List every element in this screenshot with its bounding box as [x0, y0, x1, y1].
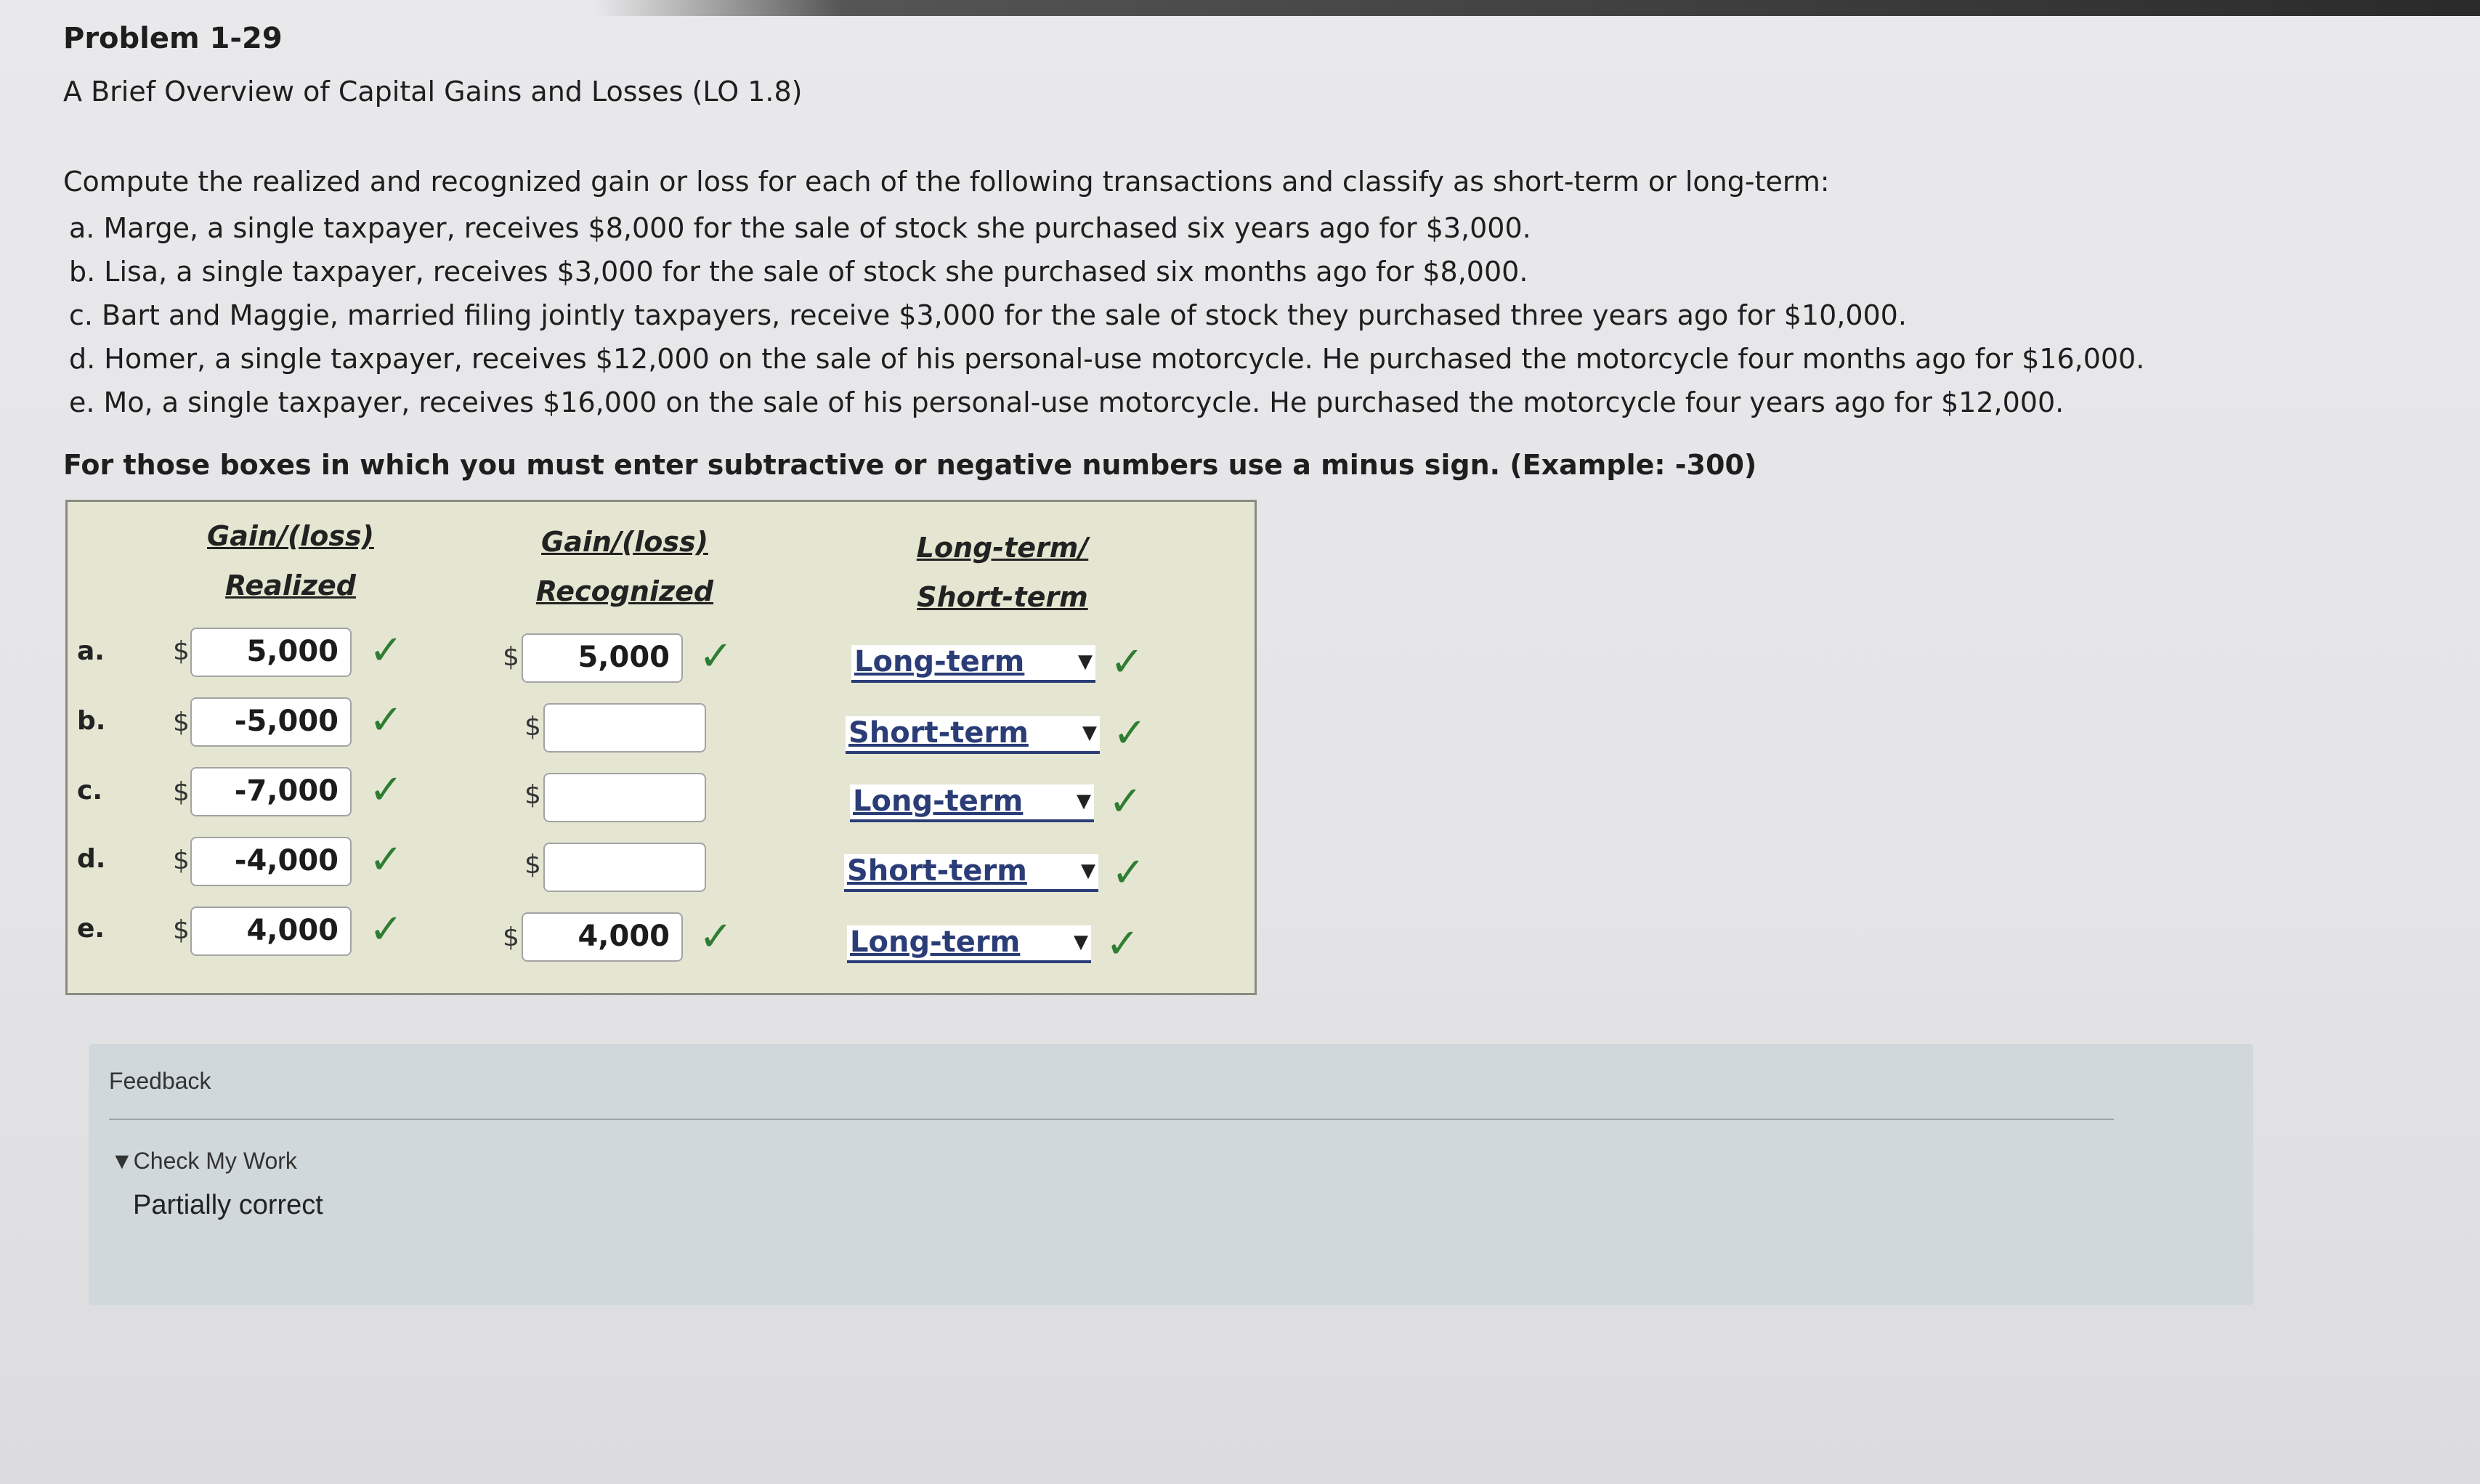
recognized-input-d[interactable] [543, 843, 706, 892]
feedback-result: Partially correct [133, 1190, 323, 1220]
problem-subtitle: A Brief Overview of Capital Gains and Losses (LO 1.8) [63, 76, 803, 108]
currency-symbol: $ [173, 636, 190, 666]
row-label-c: c. [77, 776, 103, 806]
transaction-b: b. Lisa, a single taxpayer, receives $3,000 for the sale of stock she purchased six months ago for $8,000. [69, 256, 1528, 288]
transaction-a: a. Marge, a single taxpayer, receives $8,000 for the sale of stock she purchased six years ago for $3,000. [69, 212, 1531, 244]
check-icon: ✓ [1109, 778, 1143, 825]
realized-input-e[interactable]: 4,000 [190, 907, 352, 956]
term-select-value: Short-term [848, 716, 1029, 750]
row-label-e: e. [77, 914, 105, 944]
check-my-work-label: Check My Work [133, 1148, 297, 1174]
header-realized-line2: Realized [225, 569, 356, 601]
minus-sign-note: For those boxes in which you must enter subtractive or negative numbers use a minus sign. (Example: -300) [63, 449, 1757, 481]
transaction-e: e. Mo, a single taxpayer, receives $16,000 on the sale of his personal-use motorcycle. He purchased the motorcycle four years ago for $12,000. [69, 386, 2064, 418]
currency-symbol: $ [173, 846, 190, 875]
chevron-down-icon: ▼ [1081, 860, 1095, 882]
term-select-e[interactable] [847, 925, 1091, 963]
check-icon: ✓ [369, 906, 403, 953]
check-icon: ✓ [369, 766, 403, 814]
term-select-b[interactable] [846, 716, 1100, 754]
currency-symbol: $ [524, 850, 541, 880]
term-select-value: Short-term [847, 854, 1027, 888]
feedback-label: Feedback [109, 1068, 211, 1094]
check-icon: ✓ [699, 913, 733, 960]
check-my-work-toggle[interactable] [110, 1148, 297, 1175]
term-select-value: Long-term [850, 925, 1021, 959]
feedback-panel [89, 1044, 2253, 1305]
currency-symbol: $ [524, 712, 541, 742]
term-select-a[interactable] [851, 645, 1095, 683]
recognized-input-c[interactable] [543, 773, 706, 822]
top-window-edge [0, 0, 2480, 16]
header-recognized-line1: Gain/(loss) [541, 526, 708, 558]
transaction-d: d. Homer, a single taxpayer, receives $12,000 on the sale of his personal-use motorcycle. He purchased the motorcycle four months ago for $16,000. [69, 343, 2145, 375]
row-label-a: a. [77, 636, 105, 666]
header-term-line1: Long-term/ [916, 532, 1089, 564]
recognized-input-b[interactable] [543, 703, 706, 753]
row-label-d: d. [77, 844, 106, 874]
chevron-down-icon: ▼ [1082, 722, 1097, 744]
check-icon: ✓ [369, 697, 403, 744]
term-select-value: Long-term [853, 784, 1024, 818]
chevron-down-icon: ▼ [1078, 651, 1093, 673]
currency-symbol: $ [173, 777, 190, 807]
check-icon: ✓ [1110, 638, 1144, 686]
check-icon: ✓ [1106, 920, 1140, 968]
realized-input-a[interactable]: 5,000 [190, 628, 352, 677]
currency-symbol: $ [524, 780, 541, 810]
term-select-d[interactable] [844, 854, 1098, 892]
header-recognized-line2: Recognized [535, 575, 714, 607]
realized-input-b[interactable]: -5,000 [190, 697, 352, 747]
problem-title: Problem 1-29 [63, 22, 283, 55]
recognized-input-e[interactable]: 4,000 [522, 912, 683, 962]
transaction-c: c. Bart and Maggie, married filing jointly taxpayers, receive $3,000 for the sale of stock they purchased three years ago for $10,000. [69, 299, 1907, 331]
currency-symbol: $ [503, 923, 519, 952]
header-realized-line1: Gain/(loss) [207, 520, 374, 552]
term-select-value: Long-term [854, 645, 1025, 678]
check-icon: ✓ [369, 836, 403, 883]
recognized-input-a[interactable]: 5,000 [522, 633, 683, 683]
check-icon: ✓ [699, 633, 733, 680]
triangle-down-icon: ▼ [110, 1148, 134, 1174]
header-term-line2: Short-term [917, 581, 1088, 613]
row-label-b: b. [77, 706, 106, 736]
currency-symbol: $ [503, 642, 519, 672]
check-icon: ✓ [1113, 710, 1147, 757]
chevron-down-icon: ▼ [1077, 790, 1091, 812]
term-select-c[interactable] [850, 784, 1094, 822]
chevron-down-icon: ▼ [1074, 931, 1088, 953]
currency-symbol: $ [173, 707, 190, 737]
feedback-divider [109, 1119, 2114, 1120]
check-icon: ✓ [1111, 849, 1146, 896]
check-icon: ✓ [369, 627, 403, 674]
realized-input-c[interactable]: -7,000 [190, 767, 352, 816]
currency-symbol: $ [173, 915, 190, 945]
realized-input-d[interactable]: -4,000 [190, 837, 352, 886]
instructions: Compute the realized and recognized gain or loss for each of the following transactions and classify as short-term or long-term: [63, 166, 1830, 198]
